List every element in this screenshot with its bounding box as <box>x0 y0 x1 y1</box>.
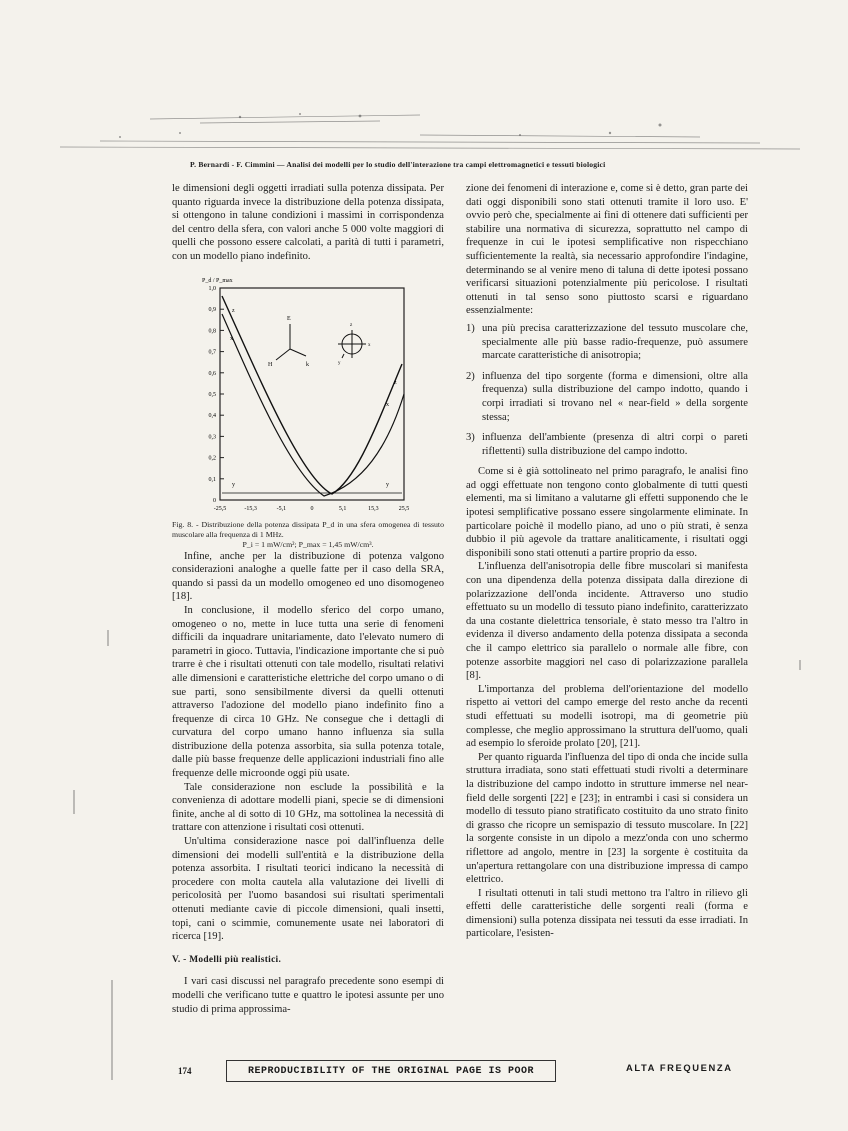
plot-frame <box>220 288 404 500</box>
sphere-label-y: y <box>338 360 341 366</box>
figure-8-chart <box>172 274 444 514</box>
reproducibility-stamp: REPRODUCIBILITY OF THE ORIGINAL PAGE IS POOR <box>226 1060 556 1082</box>
left-paragraph-intro: le dimensioni degli oggetti irradiati sulla potenza dissipata. Per quanto riguarda invece la distribuzione della potenza dissipata, si ottengono in talune condizioni i massimi in corrispondenza del centro della sfera, con valori anche 5 000 volte maggiori di quelli che possono essere calcolati, a parità di tutti i parametri, con un modello piano indefinito. <box>172 183 444 262</box>
y-tick-label: 0,3 <box>208 433 216 440</box>
y-tick-label: 0,8 <box>208 327 216 334</box>
y-tick-label: 0,4 <box>208 412 216 419</box>
x-tick-label: 0 <box>310 505 314 512</box>
right-paragraph-3: L'importanza del problema dell'orientazione del modello rispetto ai vettori del campo emerge del resto anche da recenti studi effettuati su modelli isotropi, ma di geometrie più complesse, che meglio approssimano la struttura dell'uomo, quali ad esempio lo sferoide prolato [20], [21]. <box>466 683 748 750</box>
figure-caption-line1: Fig. 8. - Distribuzione della potenza dissipata P_d in una sfera omogenea di tessuto muscolare alla frequenza di 1 MHz. <box>172 519 444 539</box>
vector-label-k: k <box>306 361 309 368</box>
list-item: 2) influenza del tipo sorgente (forma e dimensioni, oltre alla frequenza) sulla distribuzione del campo indotto, quando i corpi irradiati si trovano nel « near-field » della sorgente stessa; <box>466 370 748 423</box>
x-tick-label: -5,1 <box>276 505 287 512</box>
left-paragraph-3: Tale considerazione non esclude la possibilità e la convenienza di adottare modelli piani, specie se di dimensioni finite, anche al di sotto di 10 GHz, ma sottolinea la necessità di trattare con attenzione i risultati così ottenuti. <box>172 781 444 834</box>
sphere-label-z: z <box>350 322 353 328</box>
journal-name: ALTA FREQUENZA <box>626 1062 733 1073</box>
curve-label-z1: z <box>232 307 235 314</box>
x-tick-label: 15,3 <box>368 505 379 512</box>
right-paragraph-5: I risultati ottenuti in tali studi mettono tra l'altro in rilievo gli effetti delle caratteristiche delle sorgenti reali (forma e dimensioni) sulla potenza dissipata nei tessuti da esse irradiati. In particolare, l'esisten- <box>466 887 748 940</box>
x-tick-label: 25,5 <box>398 505 410 512</box>
left-paragraph-1: Infine, anche per la distribuzione di potenza valgono considerazioni analoghe a quelle fatte per il caso della SRA, quando si passi da un modello omogeneo ed uno disomogeneo [18]. <box>172 550 444 603</box>
y-tick-label: 0,1 <box>208 476 216 483</box>
right-paragraph-intro: zione dei fenomeni di interazione e, come si è detto, gran parte dei dati oggi disponibili sono stati ottenuti tramite il loro uso. E' ovvio però che, specialmente ai fini di ottenere dati sufficienti per stabilire una normativa di sicurezza, soprattutto nel campo di frequenze in cui le ipotesi semplificative non rispecchiano sufficientemente la realtà, sia necessario approfondire l'indagine, determinando se al venire meno di taluna di dette ipotesi possano verificarsi situazioni potenzialmente più pericolose. I risultati ottenuti in tal senso sono piuttosto scarsi e riguardano essenzialmente: <box>466 183 748 317</box>
y-tick-label: 0,5 <box>208 391 216 398</box>
y-tick-label: 0,6 <box>208 370 216 377</box>
curve-label-y1: y <box>232 481 235 488</box>
right-paragraph-4: Per quanto riguarda l'influenza del tipo di onda che incide sulla struttura irradiata, sono stati effettuati studi rivolti a determinare la distribuzione del campo indotto in strutture immerse nel near-field delle sorgenti [22] e [23]; in entrambi i casi si considera un modello di tessuto piano stratificato costituito da uno strato finito di grasso che ricopre un semispazio di tessuto muscolare. In [22] la sorgente consiste in un dipolo a mezz'onda con uno schermo riflettore ad angolo, mentre in [23] la sorgente è costituita da un'apertura rettangolare con una distribuzione impressa di campo elettrico. <box>466 751 748 886</box>
y-tick-label: 1,0 <box>208 285 216 292</box>
y-tick-label: 0,9 <box>208 306 216 313</box>
right-paragraph-1: Come si è già sottolineato nel primo paragrafo, le analisi fino ad oggi effettuate non tengono conto globalmente di tutti questi elementi, ma si limitano a valutarne gli effetti supponendo che le ipotesi semplificative possano essere singolarmente eliminate. In particolare poichè il modello piano, ad uno o più strati, è senza dubbio il più agevole da trattare analiticamente, i risultati oggi disponibili sono stati ottenuti a partire proprio da esso. <box>466 466 748 559</box>
vector-label-e: E <box>287 315 291 322</box>
section-title: V. - Modelli più realistici. <box>172 954 282 965</box>
sphere-diagram <box>338 330 366 358</box>
curve-label-x2: x <box>386 401 389 408</box>
curve-x-direction <box>222 314 404 496</box>
curve-label-z2: z <box>394 379 397 386</box>
x-tick-label: -25,5 <box>213 505 227 512</box>
figure-8 <box>172 274 444 514</box>
sphere-label-x: x <box>368 342 371 348</box>
page-number: 174 <box>178 1066 192 1076</box>
list-item: 3) influenza dell'ambiente (presenza di altri corpi o pareti riflettenti) sulla distribuzione del campo indotto. <box>466 432 748 457</box>
y-tick-label: 0 <box>213 497 216 504</box>
vector-label-h: H <box>268 361 273 368</box>
field-orientation-diagram <box>276 324 306 360</box>
x-tick-label: 5,1 <box>338 505 347 512</box>
hypothesis-list <box>466 322 748 458</box>
figure-caption-line2: P_i = 1 mW/cm²; P_max = 1,45 mW/cm³. <box>242 539 374 549</box>
left-paragraph-4: Un'ultima considerazione nasce poi dall'influenza delle dimensioni dei modelli sull'entità e la distribuzione della potenza assorbita. I risultati teorici indicano la necessità di procedere con molta cautela alla valutazione dei livelli di pericolosità per l'uomo basandosi sui risultati sperimentali ottenuti mediante cavie di piccole dimensioni, quali insetti, topi, cani o scimmie, comunemente usate nei laboratori di ricerca [19]. <box>172 836 444 943</box>
left-paragraph-5: I vari casi discussi nel paragrafo precedente sono esempi di modelli che verificano tutte e quattro le ipotesi assunte per uno studio di prima approssima- <box>172 976 444 1015</box>
scan-noise-band <box>0 105 848 155</box>
running-head: P. Bernardi - F. Cimmini — Analisi dei modelli per lo studio dell'interazione tra campi elettromagnetici e tessuti biologici <box>190 160 606 169</box>
list-item: 1) una più precisa caratterizzazione del tessuto muscolare che, specialmente alle più basse radio-frequenze, può assumere marcate caratteristiche di anisotropia; <box>466 322 748 362</box>
figure-ylabel: P_d / P_max <box>202 277 233 284</box>
figure-caption <box>172 520 444 550</box>
y-tick-label: 0,7 <box>208 349 216 356</box>
x-tick-label: -15,3 <box>244 505 257 512</box>
right-paragraph-2: L'influenza dell'anisotropia delle fibre muscolari si manifesta con una dipendenza della potenza dissipata dalla direzione di polarizzazione dell'onda incidente. Attraverso uno studio effettuato su un modello di tessuto piano indefinito, caratterizzato da una costante dielettrica tensoriale, è stato messo tra l'altro in evidenza il diverso andamento della potenza dissipata a seconda che il campo elettrico sia parallelo o normale alle fibre, con potenze assorbite maggiori nel caso di polarizzazione parallela [8]. <box>466 561 748 682</box>
scan-margin-marks <box>0 600 848 1100</box>
curve-z-direction <box>222 296 402 494</box>
y-tick-label: 0,2 <box>208 455 216 462</box>
curve-label-y2: y <box>386 481 389 488</box>
left-paragraph-2: In conclusione, il modello sferico del corpo umano, omogeneo o no, mette in luce tutta una serie di fenomeni difficili da inquadrare unitariamente, dato l'elevato numero di parametri in gioco. Tuttavia, l'indicazione importante che si può trarre è che i risultati ottenuti con tale modello, risultati relativi alle dimensioni e caratteristiche elettriche del corpo umano o di sue parti, sono sensibilmente diversi da quelli ottenuti attraverso l'adozione del modello piano indefinito fino a frequenze di circa 10 GHz. Ne consegue che i dettagli di curvatura del corpo umano hanno influenza sia sulla distribuzione della potenza assorbita, sia sulla potenza totale, dalle più basse frequenze delle applicazioni industriali fino alle frequenze delle microonde oggi più usate. <box>172 604 444 780</box>
curve-label-x1: x <box>230 335 233 342</box>
